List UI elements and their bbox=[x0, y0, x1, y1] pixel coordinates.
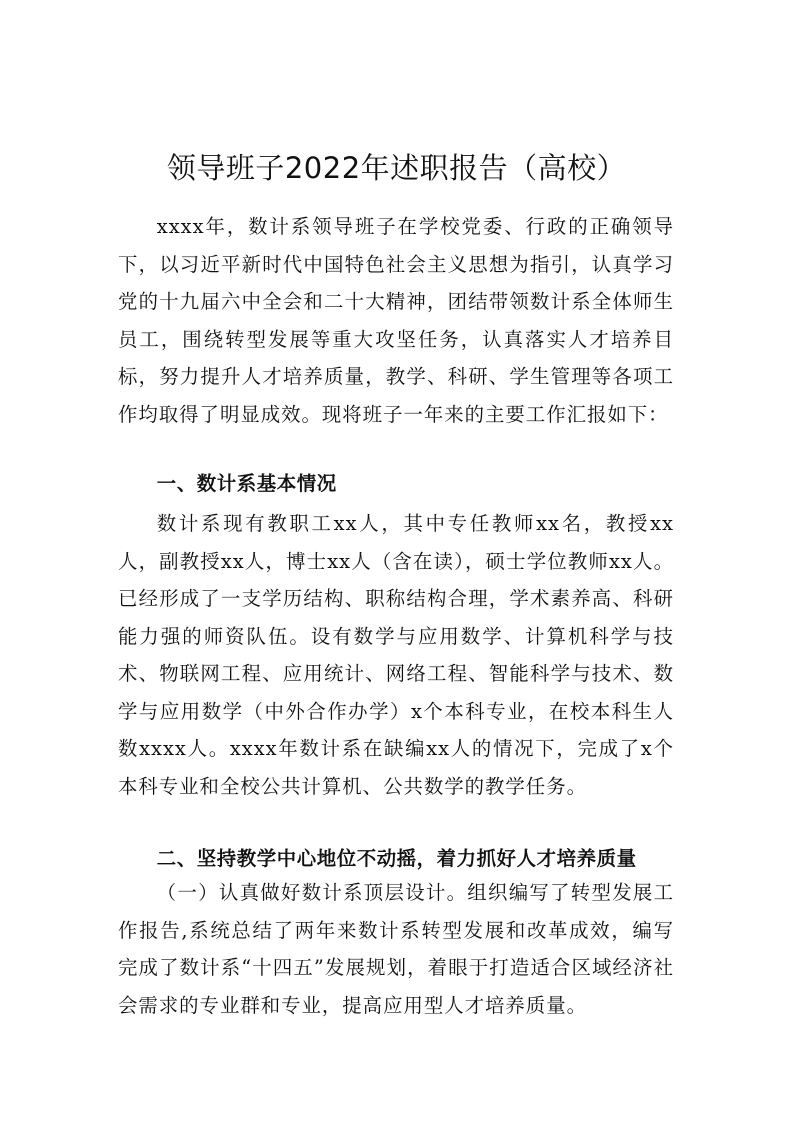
section-2-heading: 二、坚持教学中心地位不动摇，着力抓好人才培养质量 bbox=[156, 847, 637, 870]
document-title: 领导班子2022年述职报告（高校） bbox=[166, 151, 627, 185]
intro-paragraph: xxxx年，数计系领导班子在学校党委、行政的正确领导下，以习近平新时代中国特色社会主义思想为指引，认真学习党的十九届六中全会和二十大精神，团结带领数计系全体师生员工，围绕转型发展等重大攻坚任务，认真落实人才培养目标，努力提升人才培养质量，教学、科研、学生管理等各项工作均取得了明显成效。现将班子一年来的主要工作汇报如下： bbox=[118, 215, 674, 426]
section-2-paragraph: （一）认真做好数计系顶层设计。组织编写了转型发展工作报告,系统总结了两年来数计系转型发展和改革成效，编写完成了数计系“十四五”发展规划，着眼于打造适合区域经济社会需求的专业群和专业，提高应用型人才培养质量。 bbox=[118, 881, 674, 1017]
section-1-heading: 一、数计系基本情况 bbox=[156, 472, 337, 495]
section-1-paragraph: 数计系现有教职工xx人，其中专任教师xx名，教授xx人，副教授xx人，博士xx人（含在读），硕士学位教师xx人。已经形成了一支学历结构、职称结构合理，学术素养高、科研能力强的师资队伍。设有数学与应用数学、计算机科学与技术、物联网工程、应用统计、网络工程、智能科学与技术、数学与应用数学（中外合作办学）x个本科专业，在校本科生人数xxxx人。xxxx年数计系在缺编xx人的情况下，完成了x个本科专业和全校公共计算机、公共数学的教学任务。 bbox=[118, 512, 674, 798]
